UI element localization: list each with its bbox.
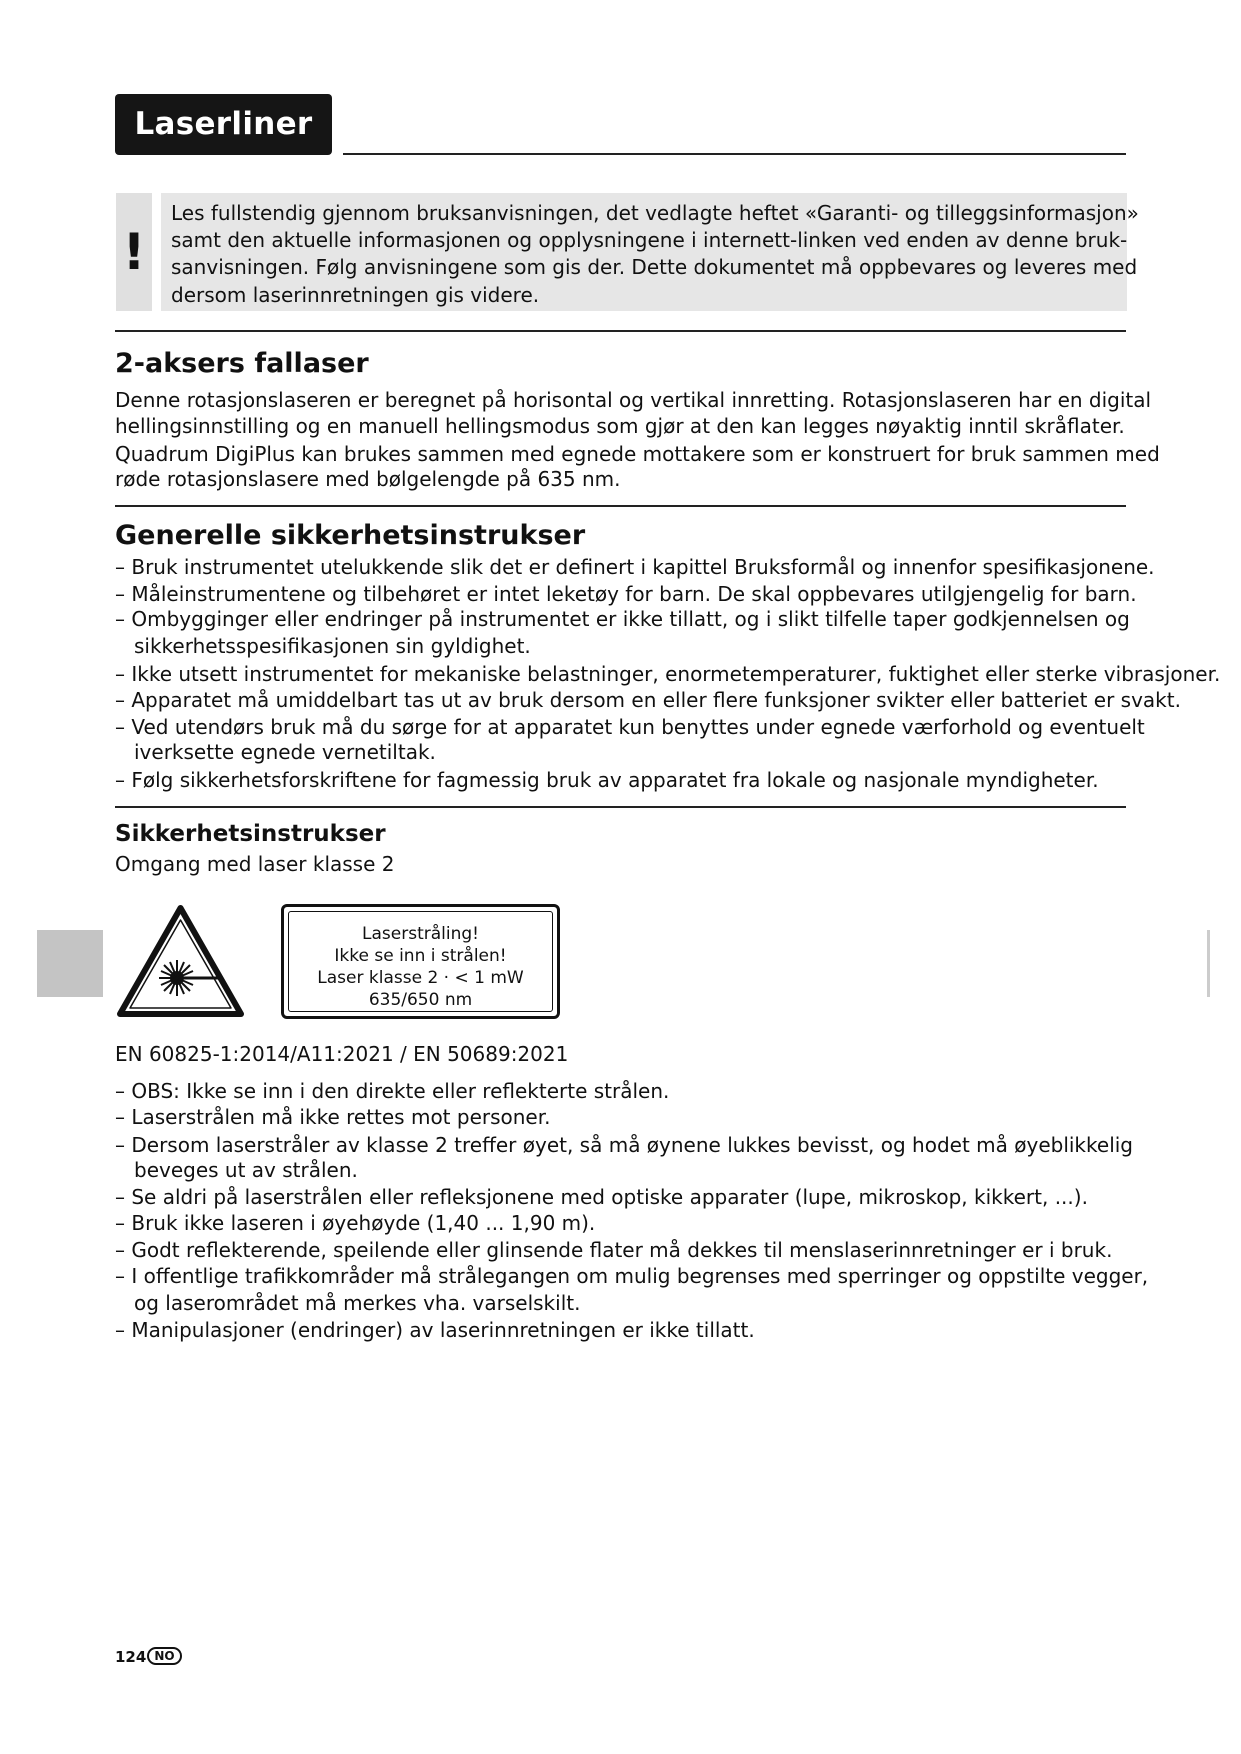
notice-line: sanvisningen. Følg anvisningene som gis der. Dette dokumentet må oppbevares og leveres med xyxy=(171,255,1138,279)
intro-line: Quadrum DigiPlus kan brukes sammen med egnede mottakere som er konstruert for bruk sammen med xyxy=(115,442,1160,466)
intro-line: hellingsinnstilling og en manuell hellingsmodus som gjør at den kan legges nøyaktig inntil skråflater. xyxy=(115,414,1125,438)
laser-hazard-icon xyxy=(115,902,246,1020)
side-tab xyxy=(37,930,103,997)
intro-line: røde rotasjonslasere med bølgelengde på 635 nm. xyxy=(115,467,621,491)
section-divider xyxy=(115,806,1126,808)
notice-line: samt den aktuelle informasjonen og opplysningene i internett-linken ved enden av denne bruk- xyxy=(171,228,1128,252)
list-item-continuation: sikkerhetsspesifikasjonen sin gyldighet. xyxy=(134,634,531,658)
section-divider xyxy=(115,505,1126,507)
list-item: – Måleinstrumentene og tilbehøret er intet leketøy for barn. De skal oppbevares utilgjengelig for barn. xyxy=(115,582,1137,606)
laser-standard: EN 60825-1:2014/A11:2021 / EN 50689:2021 xyxy=(115,1042,569,1066)
list-item: – Laserstrålen må ikke rettes mot personer. xyxy=(115,1105,551,1129)
list-item: – Ombygginger eller endringer på instrumentet er ikke tillatt, og i slikt tilfelle taper godkjennelsen og xyxy=(115,607,1130,631)
list-item-continuation: og laserområdet må merkes vha. varselskilt. xyxy=(134,1291,581,1315)
page-number: 124 xyxy=(115,1648,147,1666)
list-item: – Apparatet må umiddelbart tas ut av bruk dersom en eller flere funksjoner svikter eller batteriet er svakt. xyxy=(115,688,1181,712)
warning-exclamation-icon: ! xyxy=(116,193,152,311)
list-item: – Ved utendørs bruk må du sørge for at apparatet kun benyttes under egnede værforhold og eventuelt xyxy=(115,715,1145,739)
list-item: – I offentlige trafikkområder må strålegangen om mulig begrenses med sperringer og oppstilte vegger, xyxy=(115,1264,1149,1288)
brand-logo: Laserliner xyxy=(115,94,332,155)
list-item: – Manipulasjoner (endringer) av laserinnretningen er ikke tillatt. xyxy=(115,1318,755,1342)
sign-line: Laserstråling! xyxy=(362,924,479,944)
intro-title: 2-aksers fallaser xyxy=(115,348,369,379)
intro-line: Denne rotasjonslaseren er beregnet på horisontal og vertikal innretting. Rotasjonslaseren har en digital xyxy=(115,388,1152,412)
sign-line: Ikke se inn i strålen! xyxy=(334,946,507,966)
list-item: – Dersom laserstråler av klasse 2 treffer øyet, så må øynene lukkes bevisst, og hodet må øyeblikkelig xyxy=(115,1133,1133,1157)
laser-safety-title: Sikkerhetsinstrukser xyxy=(115,821,386,847)
sign-line: Laser klasse 2 · < 1 mW xyxy=(317,968,524,988)
list-item: – Bruk instrumentet utelukkende slik det er definert i kapittel Bruksformål og innenfor spesifikasjonene. xyxy=(115,555,1155,579)
side-edge-line xyxy=(1207,930,1210,997)
list-item: – Ikke utsett instrumentet for mekaniske belastninger, enormetemperaturer, fuktighet eller sterke vibrasjoner. xyxy=(115,662,1221,686)
laser-warning-sign xyxy=(281,904,560,1019)
list-item: – Se aldri på laserstrålen eller refleksjonene med optiske apparater (lupe, mikroskop, kikkert, ...). xyxy=(115,1185,1088,1209)
list-item-continuation: iverksette egnede vernetiltak. xyxy=(134,740,436,764)
notice-line: Les fullstendig gjennom bruksanvisningen, det vedlagte heftet «Garanti- og tilleggsinformasjon» xyxy=(171,201,1139,225)
list-item: – Bruk ikke laseren i øyehøyde (1,40 ... 1,90 m). xyxy=(115,1211,596,1235)
list-item: – Godt reflekterende, speilende eller glinsende flater må dekkes til menslaserinnretninger er i bruk. xyxy=(115,1238,1113,1262)
section-divider xyxy=(115,330,1126,332)
laser-safety-subtitle: Omgang med laser klasse 2 xyxy=(115,852,395,876)
sign-line: 635/650 nm xyxy=(368,990,473,1010)
list-item-continuation: beveges ut av strålen. xyxy=(134,1158,358,1182)
header-rule xyxy=(343,153,1126,155)
language-badge: NO xyxy=(147,1647,182,1665)
list-item: – OBS: Ikke se inn i den direkte eller reflekterte strålen. xyxy=(115,1079,670,1103)
general-safety-title: Generelle sikkerhetsinstrukser xyxy=(115,520,586,551)
list-item: – Følg sikkerhetsforskriftene for fagmessig bruk av apparatet fra lokale og nasjonale myndigheter. xyxy=(115,768,1099,792)
notice-line: dersom laserinnretningen gis videre. xyxy=(171,283,540,307)
